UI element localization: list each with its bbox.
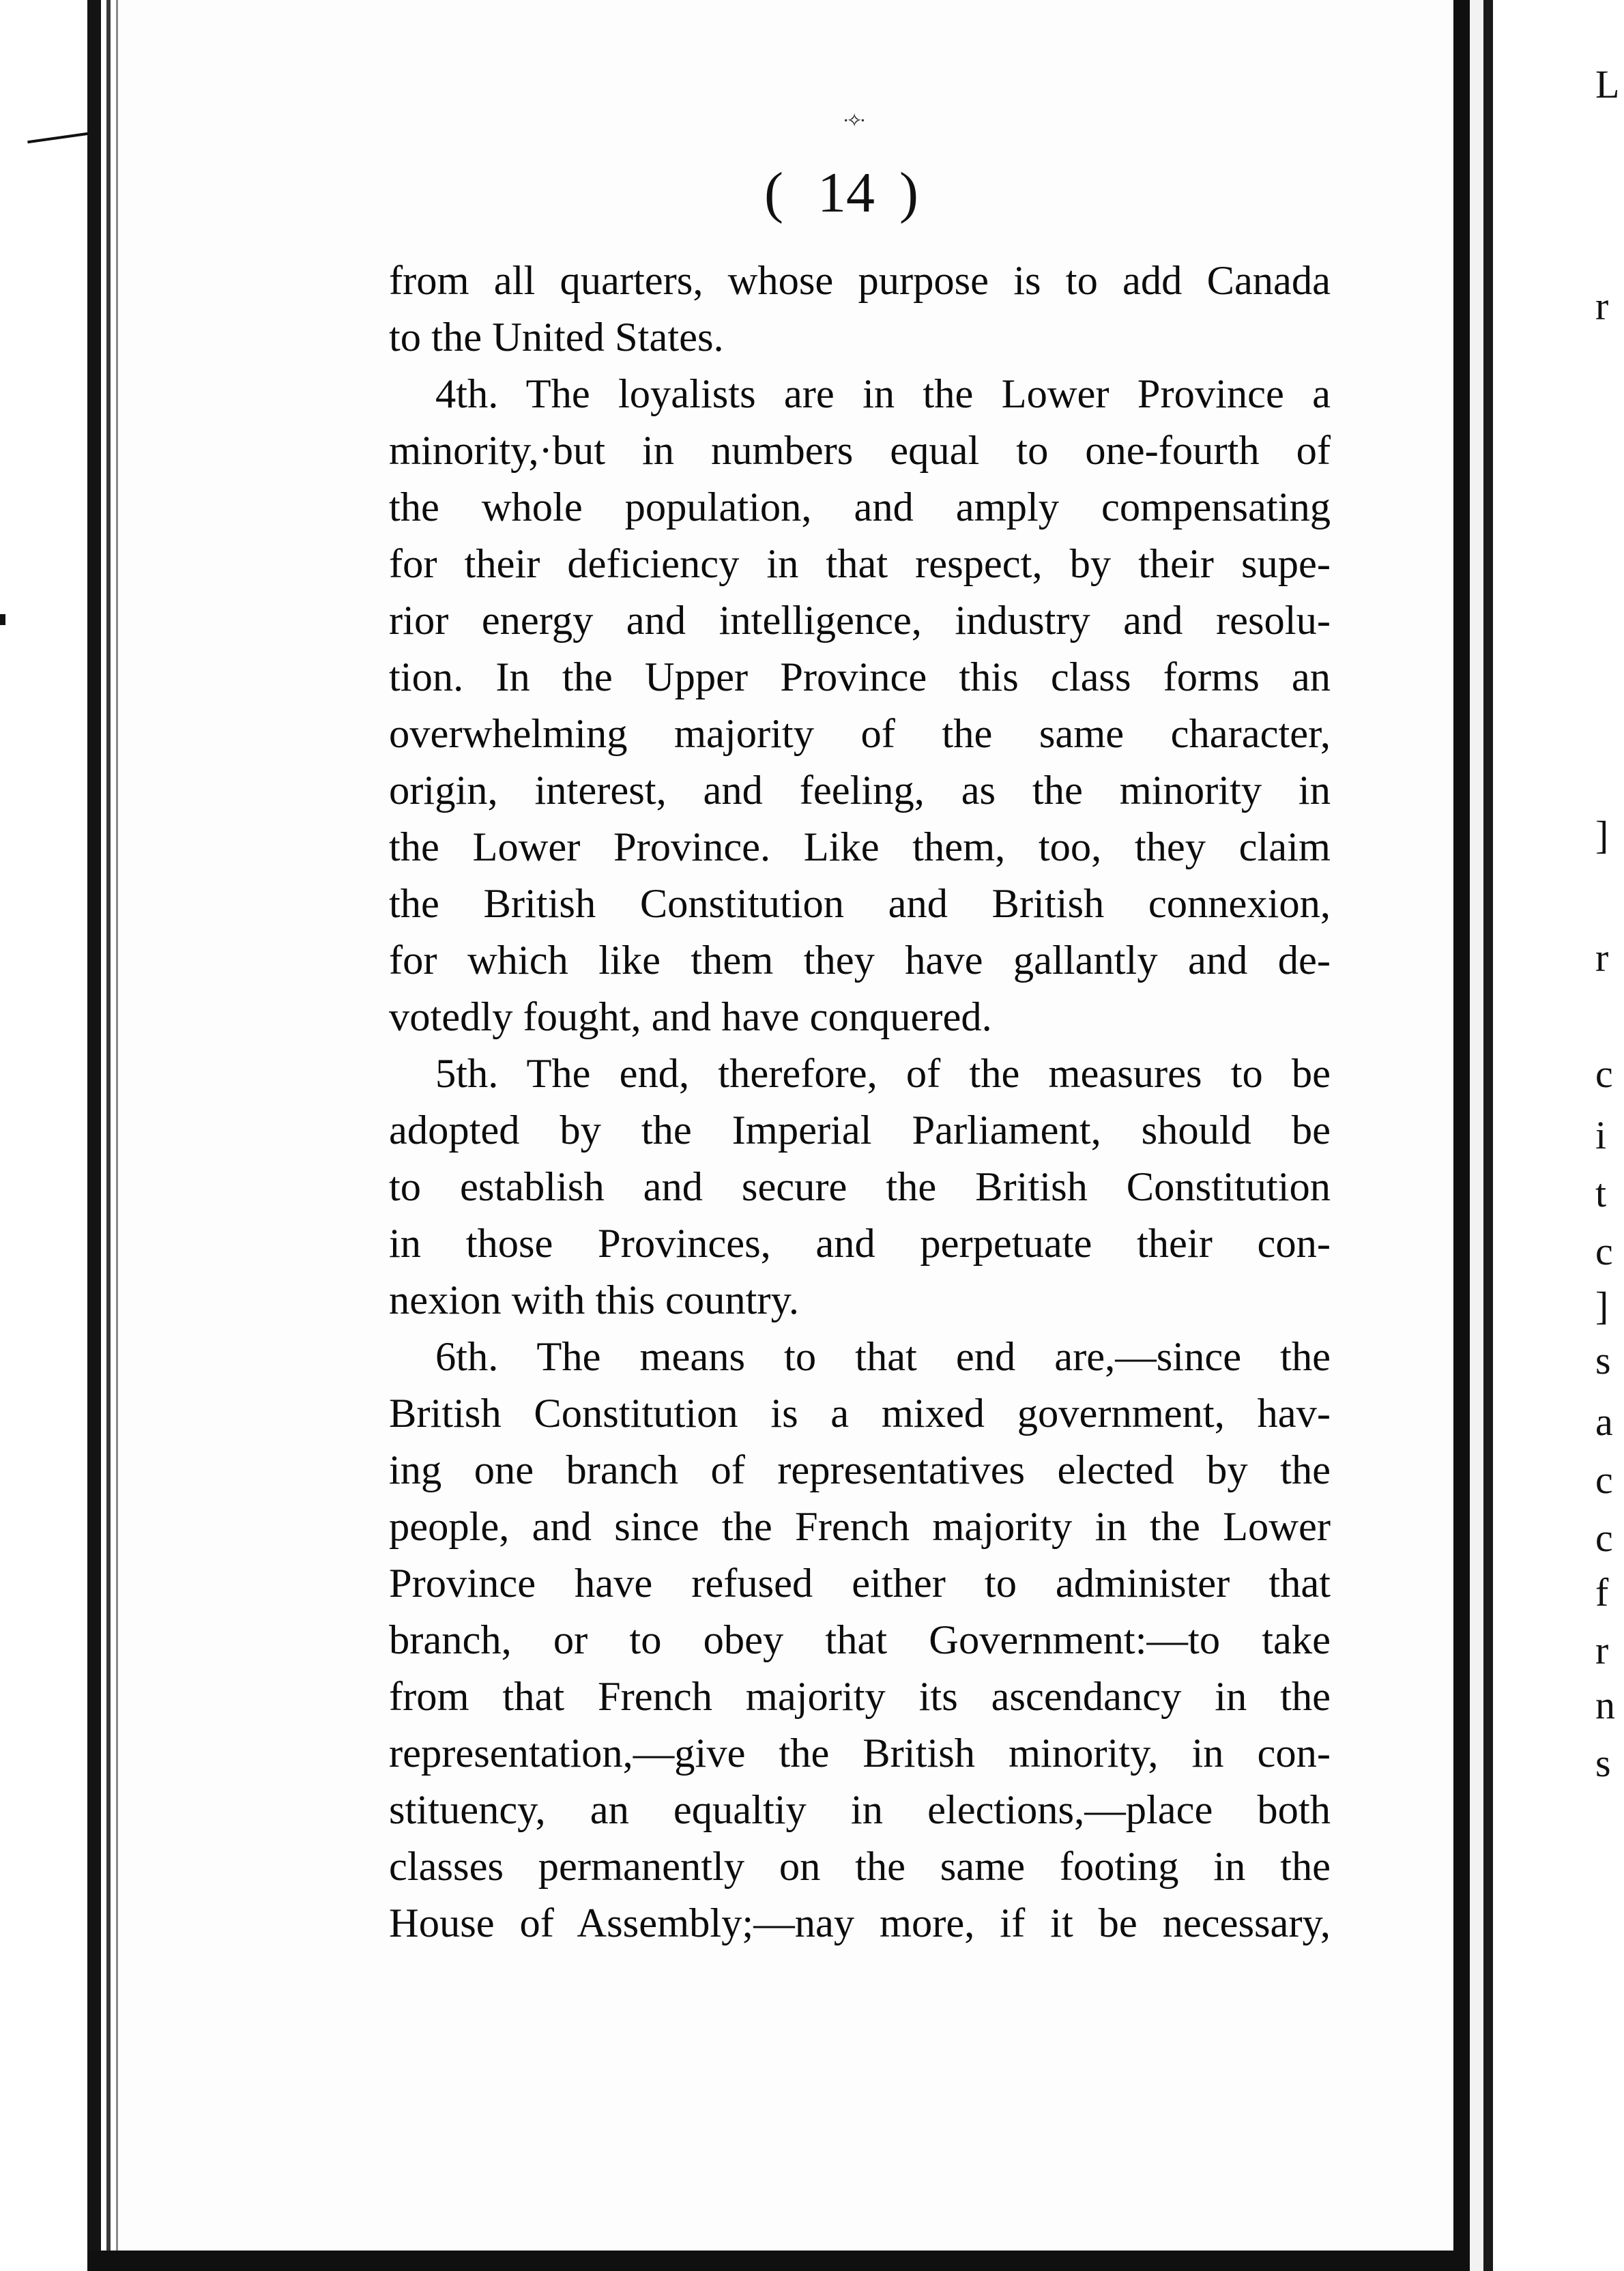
text-line: the British Constitution and British connexion, xyxy=(389,881,1331,927)
text-line: British Constitution is a mixed government, hav- xyxy=(389,1391,1331,1436)
facing-page-letter: a xyxy=(1595,1402,1613,1442)
gutter xyxy=(1470,0,1483,2271)
text-line: 5th. The end, therefore, of the measures to be xyxy=(435,1051,1331,1097)
facing-page-letter: c xyxy=(1595,1054,1613,1094)
facing-page-letter: c xyxy=(1595,1232,1613,1271)
text-line: the Lower Province. Like them, too, they claim xyxy=(389,824,1331,870)
text-line: 4th. The loyalists are in the Lower Province a xyxy=(435,371,1331,417)
text-line: to establish and secure the British Constitution xyxy=(389,1164,1331,1210)
scan-mark-left-tick xyxy=(27,132,89,143)
text-line: adopted by the Imperial Parliament, should be xyxy=(389,1108,1331,1153)
facing-page-letter: n xyxy=(1595,1686,1615,1725)
facing-page-letter: r xyxy=(1595,938,1609,978)
text-line: representation,—give the British minority, in con- xyxy=(389,1731,1331,1776)
text-line: from all quarters, whose purpose is to add Canada xyxy=(389,258,1331,304)
facing-page-letter: L xyxy=(1595,65,1620,104)
text-line: minority,·but in numbers equal to one-fourth of xyxy=(389,428,1331,474)
header-ornament: ·✧· xyxy=(843,111,864,132)
folio-open-paren: ( xyxy=(764,161,783,225)
text-line: ing one branch of representatives elected by the xyxy=(389,1447,1331,1493)
facing-page-letter: c xyxy=(1595,1460,1613,1500)
text-line: for which like them they have gallantly and de- xyxy=(389,938,1331,983)
facing-page-letter: r xyxy=(1595,287,1609,326)
facing-page-letter: ] xyxy=(1595,1286,1609,1326)
text-line: for their deficiency in that respect, by their supe- xyxy=(389,541,1331,587)
facing-page-border xyxy=(1483,0,1493,2271)
facing-page-letter: s xyxy=(1595,1744,1611,1783)
right-scan-border xyxy=(1453,0,1470,2271)
facing-page-letter: ] xyxy=(1595,815,1609,855)
text-line: overwhelming majority of the same character, xyxy=(389,711,1331,757)
text-line: classes permanently on the same footing in the xyxy=(389,1844,1331,1890)
text-line: tion. In the Upper Province this class forms an xyxy=(389,654,1331,700)
text-line: stituency, an equaltiy in elections,—place both xyxy=(389,1787,1331,1833)
text-line: House of Assembly;—nay more, if it be necessary, xyxy=(389,1900,1331,1946)
text-line: people, and since the French majority in the Lower xyxy=(389,1504,1331,1550)
facing-page-letter: s xyxy=(1595,1341,1611,1380)
text-line: origin, interest, and feeling, as the minority in xyxy=(389,768,1331,813)
text-line: rior energy and intelligence, industry and resolu- xyxy=(389,598,1331,643)
bottom-scan-border xyxy=(87,2251,1470,2271)
text-line: the whole population, and amply compensating xyxy=(389,484,1331,530)
facing-page-letter: f xyxy=(1595,1573,1609,1612)
facing-page-letter: r xyxy=(1595,1631,1609,1670)
text-line: nexion with this country. xyxy=(389,1277,800,1323)
facing-page-letter: t xyxy=(1595,1174,1607,1213)
text-line: 6th. The means to that end are,—since the xyxy=(435,1334,1331,1380)
facing-page-letter: i xyxy=(1595,1116,1607,1155)
page-number xyxy=(764,156,969,231)
scan-mark-left-dot xyxy=(0,614,5,625)
facing-page-letter: c xyxy=(1595,1518,1613,1558)
text-line: from that French majority its ascendancy in the xyxy=(389,1674,1331,1720)
text-line: branch, or to obey that Government:—to take xyxy=(389,1617,1331,1663)
text-line: in those Provinces, and perpetuate their con- xyxy=(389,1221,1331,1267)
left-scan-border xyxy=(87,0,101,2271)
folio-close-paren: ) xyxy=(899,161,918,225)
text-line: to the United States. xyxy=(389,315,724,360)
body-text xyxy=(389,252,1331,1952)
text-line: votedly fought, and have conquered. xyxy=(389,994,992,1040)
left-scan-border-inner xyxy=(106,0,111,2271)
folio-number: 14 xyxy=(817,161,875,225)
text-line: Province have refused either to administer that xyxy=(389,1561,1331,1606)
